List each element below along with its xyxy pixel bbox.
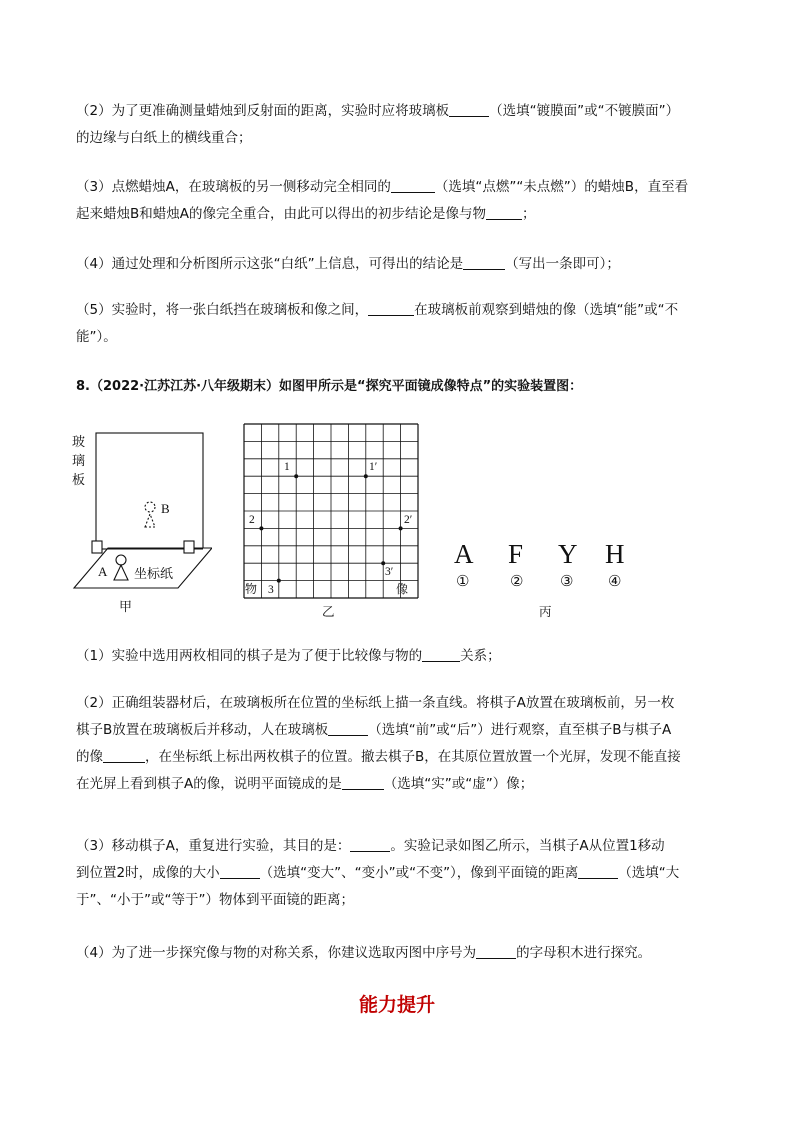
q8-p3-text-c: 到位置2时，成像的大小 (76, 865, 220, 881)
q8-p2-text-e: 在光屏上看到棋子A的像，说明平面镜成的是 (76, 776, 342, 792)
point-label-3-prime: 3′ (385, 566, 394, 578)
q7-p3-text-b: （选填“点燃”“未点燃”）的蜡烛B，直至看 (434, 179, 689, 195)
point-3-prime (381, 561, 385, 565)
q7-part2 (76, 98, 726, 152)
q8-p2-text-b: （选填“前”或“后”）进行观察，直至棋子B与棋子A (368, 722, 672, 738)
label-b: B (161, 501, 170, 516)
q7-part5 (76, 297, 726, 351)
caption-bing: 丙 (539, 605, 552, 619)
q8-header (76, 373, 726, 400)
block-letter-a: A (454, 539, 474, 569)
answer-blank[interactable] (476, 944, 516, 959)
answer-blank[interactable] (350, 837, 390, 852)
point-label-2: 2 (249, 514, 255, 526)
answer-blank[interactable] (422, 647, 460, 662)
q8-p3-text-d: （选填“变大”、“变小”或“不变”），像到平面镜的距离 (259, 865, 579, 881)
point-label-1-prime: 1′ (369, 461, 378, 473)
answer-blank[interactable] (342, 775, 384, 790)
answer-blank[interactable] (486, 205, 522, 220)
point-1-prime (364, 474, 368, 478)
answer-blank[interactable] (328, 721, 368, 736)
q7-p5-line2: 能”）。 (76, 329, 117, 345)
block-letter-y: Y (558, 539, 578, 569)
q8-p3-text-e: （选填“大 (618, 865, 680, 881)
q8-part4 (76, 940, 726, 967)
caption-jia: 甲 (119, 599, 133, 614)
answer-blank[interactable] (578, 864, 618, 879)
q8-p2-line1: （2）正确组装器材后，在玻璃板所在位置的坐标纸上描一条直线。将棋子A放置在玻璃板前，另一枚 (76, 695, 675, 711)
answer-blank[interactable] (391, 178, 435, 193)
block-number-2: ② (510, 574, 524, 590)
glass-label-1: 玻 (72, 434, 86, 449)
section-heading: 能力提升 (358, 994, 435, 1016)
q8-p3-line3: 于”、“小于”或“等于”）物体到平面镜的距离； (76, 892, 354, 908)
q7-p4-text-b: （写出一条即可）； (505, 256, 620, 272)
q7-p2-text-b: （选填“镀膜面”或“不镀膜面”） (489, 103, 680, 119)
glass-label-2: 璃 (72, 453, 86, 468)
glass-label-3: 板 (72, 472, 86, 487)
block-number-1: ① (456, 574, 470, 590)
q7-part3 (76, 174, 726, 228)
block-number-3: ③ (560, 574, 574, 590)
answer-blank[interactable] (103, 748, 145, 763)
q7-p4-text-a: （4）通过处理和分析图所示这张“白纸”上信息，可得出的结论是 (76, 256, 464, 272)
point-2 (259, 526, 263, 530)
answer-blank[interactable] (463, 255, 505, 270)
object-label: 物 (245, 582, 258, 596)
q8-part1 (76, 643, 726, 670)
caption-yi: 乙 (322, 605, 335, 619)
q8-p4-text-a: （4）为了进一步探究像与物的对称关系，你建议选取丙图中序号为 (76, 945, 477, 961)
answer-blank[interactable] (220, 864, 260, 879)
block-number-4: ④ (608, 574, 622, 590)
q8-part3 (76, 833, 726, 914)
q8-p2-text-f: （选填“实”或“虚”）像； (383, 776, 534, 792)
q7-p2-line2: 的边缘与白纸上的横线重合； (76, 130, 252, 146)
answer-blank[interactable] (368, 301, 414, 316)
q8-p1-text-a: （1）实验中选用两枚相同的棋子是为了便于比较像与物的 (76, 648, 423, 664)
q7-part4 (76, 251, 726, 278)
block-letter-f: F (508, 539, 524, 569)
q8-p2-text-c: 的像 (76, 749, 103, 765)
label-a: A (98, 564, 108, 579)
figure-jia (66, 420, 212, 620)
q7-p5-text-a: （5）实验时，将一张白纸挡在玻璃板和像之间， (76, 302, 369, 318)
q7-p5-text-b: 在玻璃板前观察到蜡烛的像（选填“能”或“不 (414, 302, 679, 318)
point-3 (277, 579, 281, 583)
q8-p2-text-d: ，在坐标纸上标出两枚棋子的位置。撤去棋子B，在其原位置放置一个光屏，发现不能直接 (145, 749, 681, 765)
q7-p3-text-c: 起来蜡烛B和蜡烛A的像完全重合，由此可以得出的初步结论是像与物 (76, 206, 486, 222)
point-label-2-prime: 2′ (404, 514, 413, 526)
figure-yi (240, 420, 425, 625)
q8-p4-text-b: 的字母积木进行探究。 (516, 945, 652, 961)
q8-part2 (76, 690, 726, 798)
point-label-1: 1 (284, 461, 290, 473)
paper-label: 坐标纸 (134, 566, 174, 581)
q7-p2-text-a: （2）为了更准确测量蜡烛到反射面的距离，实验时应将玻璃板 (76, 103, 450, 119)
q8-header-text: 8.（2022·江苏江苏·八年级期末）如图甲所示是“探究平面镜成像特点”的实验装置图： (76, 379, 583, 394)
q7-p3-text-a: （3）点燃蜡烛A，在玻璃板的另一侧移动完全相同的 (76, 179, 391, 195)
image-label: 像 (396, 582, 409, 596)
q8-p1-text-b: 关系； (460, 648, 501, 664)
point-2-prime (399, 526, 403, 530)
point-1 (294, 474, 298, 478)
q8-p2-text-a: 棋子B放置在玻璃板后并移动，人在玻璃板 (76, 722, 329, 738)
glass-plate (96, 433, 203, 549)
point-label-3: 3 (268, 584, 274, 596)
q7-p3-text-d: ； (522, 206, 536, 222)
figure-bing (440, 530, 640, 625)
answer-blank[interactable] (449, 102, 489, 117)
block-letter-h: H (605, 539, 625, 569)
q8-p3-text-a: （3）移动棋子A，重复进行实验，其目的是： (76, 838, 351, 854)
q8-p3-text-b: 。实验记录如图乙所示，当棋子A从位置1移动 (390, 838, 665, 854)
image-piece-b (145, 502, 155, 512)
